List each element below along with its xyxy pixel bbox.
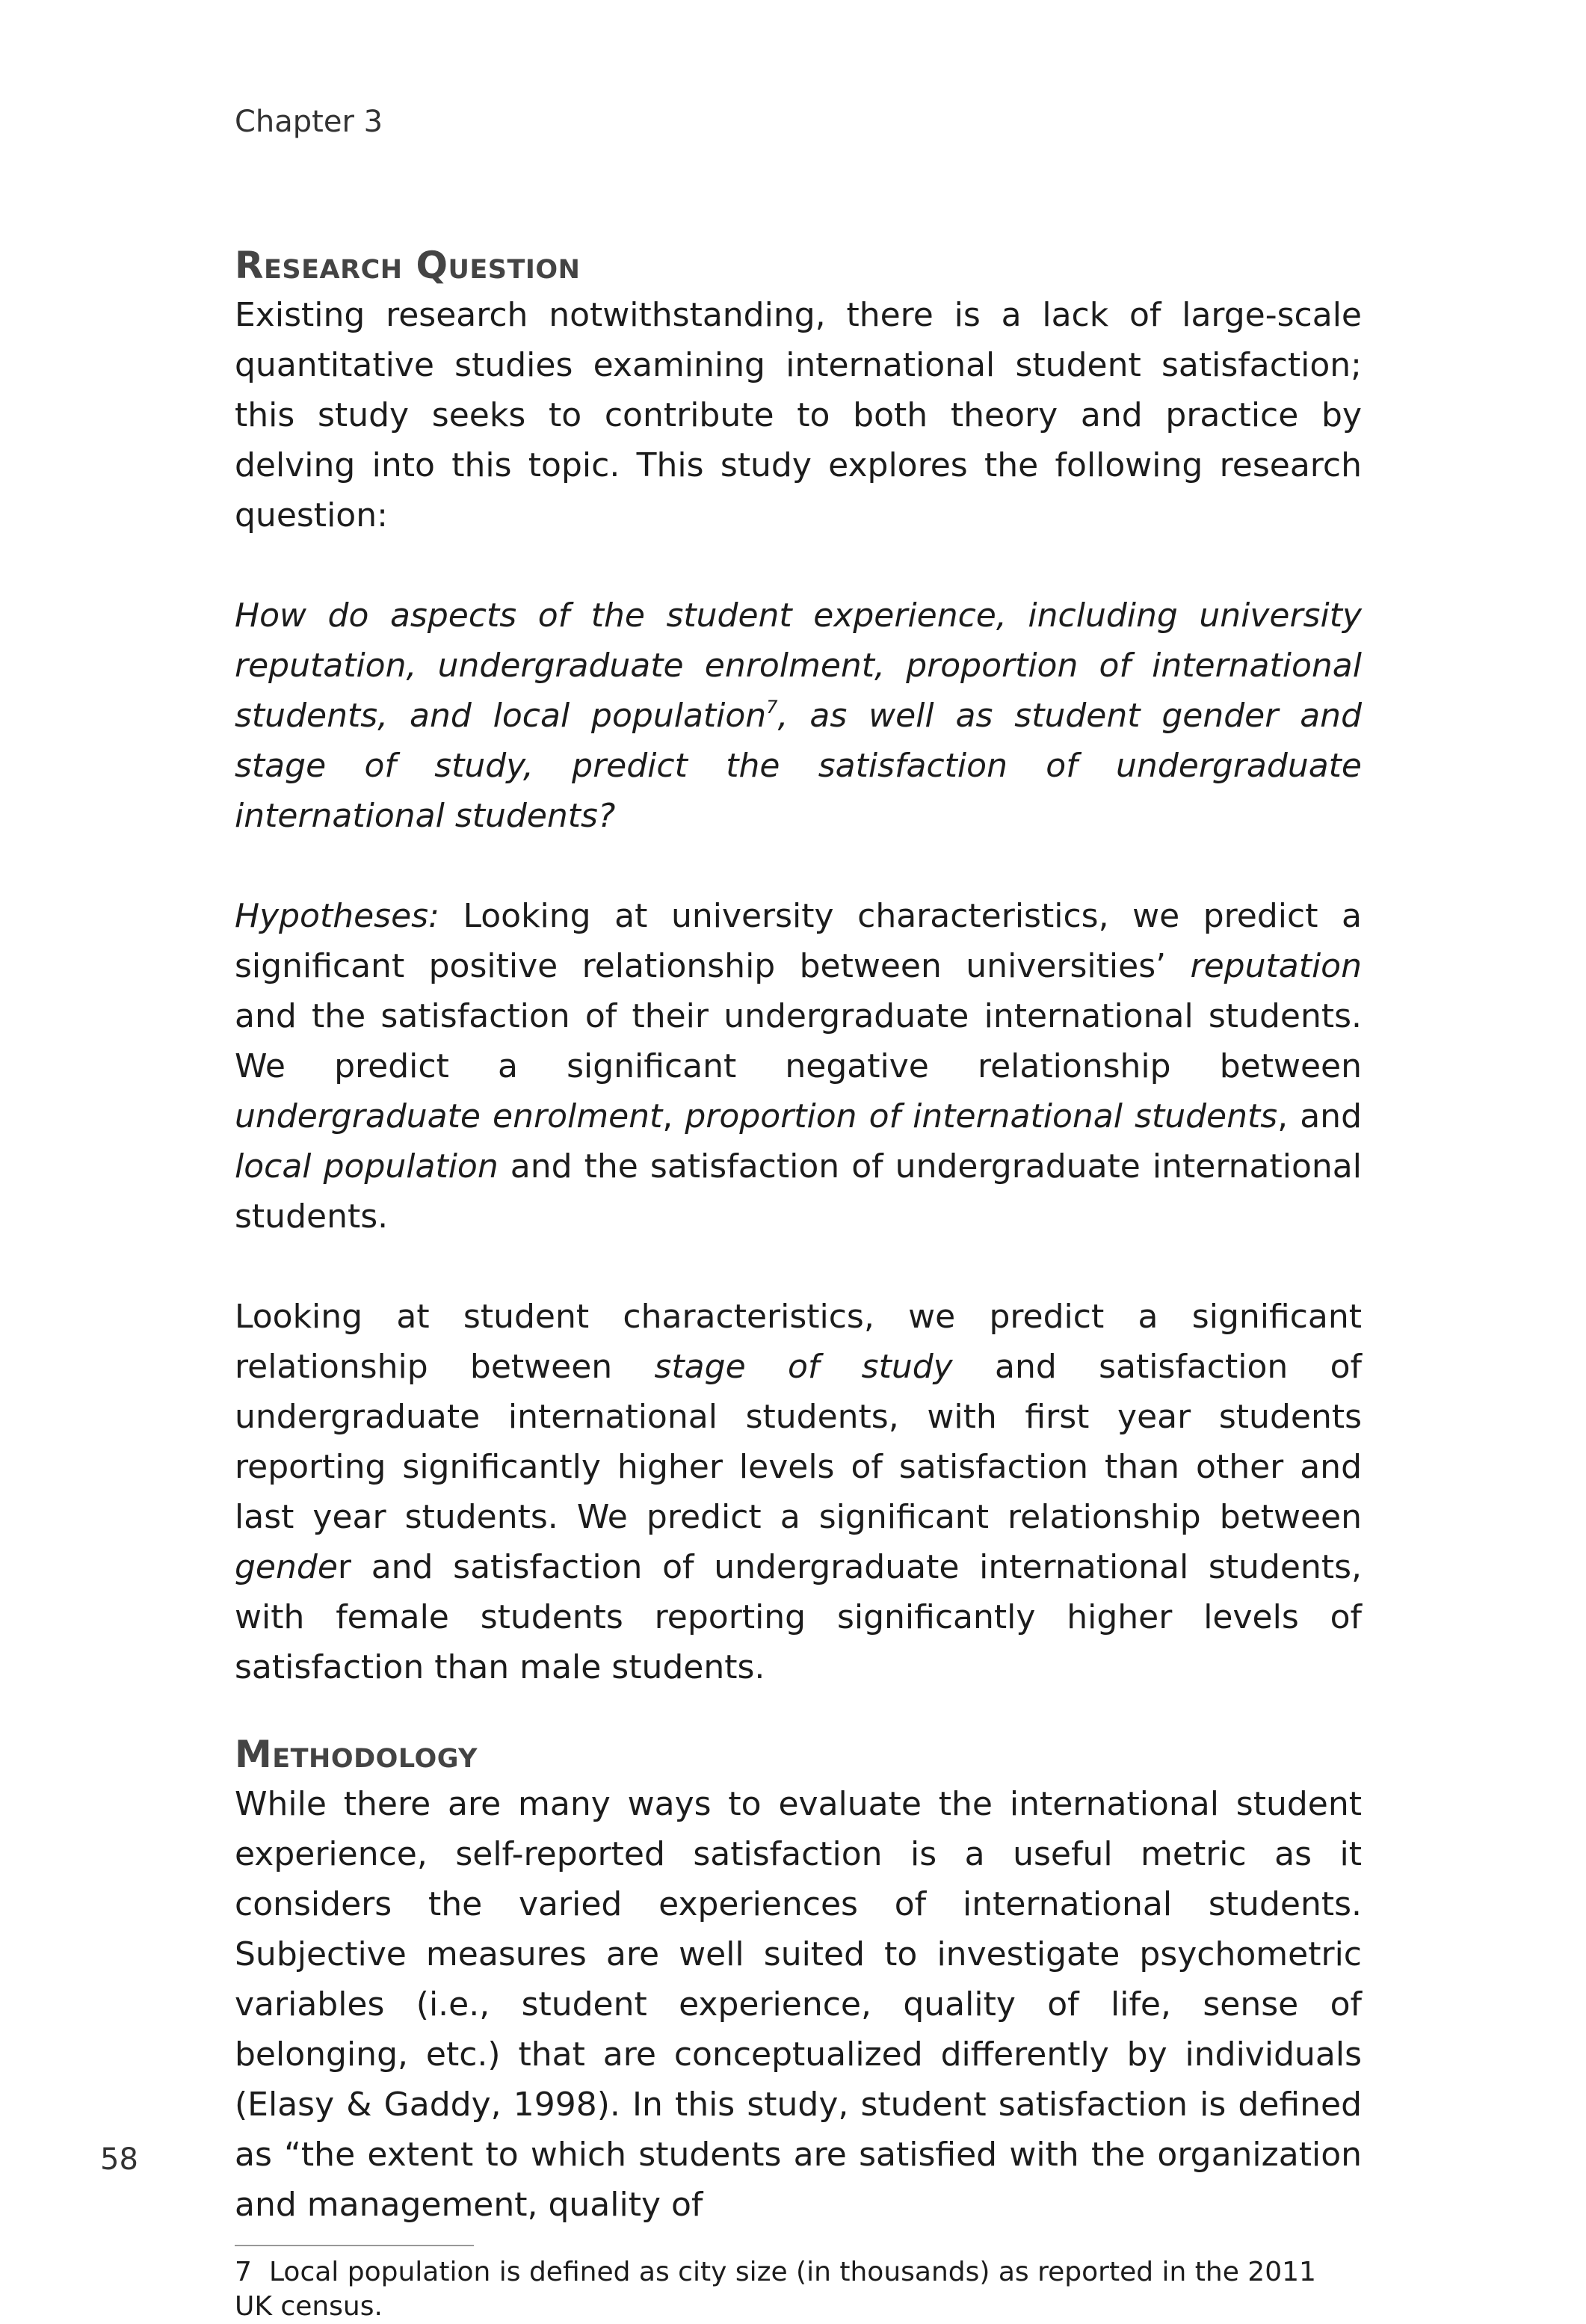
footnote-number: 7	[235, 2257, 252, 2287]
footnote-divider	[235, 2245, 474, 2246]
student-text: Looking at student characteristics, we predict a significant relationship between	[235, 1298, 1362, 1386]
section-heading-methodology: Methodology	[235, 1733, 478, 1776]
footnote	[235, 2255, 1362, 2324]
hypotheses-term: undergraduate enrolment	[235, 1097, 663, 1135]
hypotheses-text: and the satisfaction of their undergraduate international students. We predict a significant negative relationship between	[235, 997, 1362, 1085]
hypotheses-term: local population	[235, 1147, 499, 1186]
hypotheses-text: Looking at university characteristics, we predict a significant positive relationship between universities’	[235, 897, 1362, 985]
student-text: r and satisfaction of undergraduate international students, with female students reporting significantly higher levels of satisfaction than male students.	[235, 1548, 1362, 1686]
footnote-text: Local population is defined as city size (in thousands) as reported in the 2011 UK census.	[235, 2257, 1316, 2322]
page-number: 58	[100, 2142, 138, 2177]
research-question-text-2: , as well as student gender and stage of study, predict the satisfaction of undergraduate international students?	[235, 697, 1362, 835]
research-question-paragraph	[235, 591, 1362, 841]
section-heading-research-question: Research Question	[235, 244, 581, 287]
intro-paragraph: Existing research notwithstanding, there is a lack of large-scale quantitative studies examining international student satisfaction; this study seeks to contribute to both theory and practice by delving into this topic. This study explores the following research question:	[235, 296, 1362, 534]
hypotheses-label: Hypotheses:	[235, 897, 439, 935]
student-characteristics-paragraph	[235, 1292, 1362, 1692]
student-term: stage of study	[654, 1348, 953, 1386]
student-text: and satisfaction of undergraduate international students, with first year students reporting significantly higher levels of satisfaction than other and last year students. We predict a significant relationship between	[235, 1348, 1362, 1536]
hypotheses-text: ,	[662, 1097, 685, 1135]
hypotheses-paragraph	[235, 891, 1362, 1242]
hypotheses-term: reputation	[1190, 947, 1362, 985]
student-term: gende	[235, 1548, 338, 1586]
page-body	[235, 241, 1362, 2324]
hypotheses-term: proportion of international students	[685, 1097, 1278, 1135]
hypotheses-text: , and	[1277, 1097, 1362, 1135]
running-header: Chapter 3	[235, 105, 383, 139]
methodology-paragraph: While there are many ways to evaluate the international student experience, self-reported satisfaction is a useful metric as it considers the varied experiences of international students. Subjective measures are well suited to investigate psychometric variables (i.e., student experience, quality of life, sense of belonging, etc.) that are conceptualized differently by individuals (Elasy & Gaddy, 1998). In this study, student satisfaction is defined as “the extent to which students are satisfied with the organization and management, quality of	[235, 1785, 1362, 2224]
footnote-reference[interactable]: 7	[766, 697, 778, 718]
hypotheses-text: and the satisfaction of undergraduate international students.	[235, 1147, 1362, 1236]
research-question-text-1: How do aspects of the student experience, including university reputation, undergraduate enrolment, proportion of international students, and local population	[235, 597, 1362, 735]
